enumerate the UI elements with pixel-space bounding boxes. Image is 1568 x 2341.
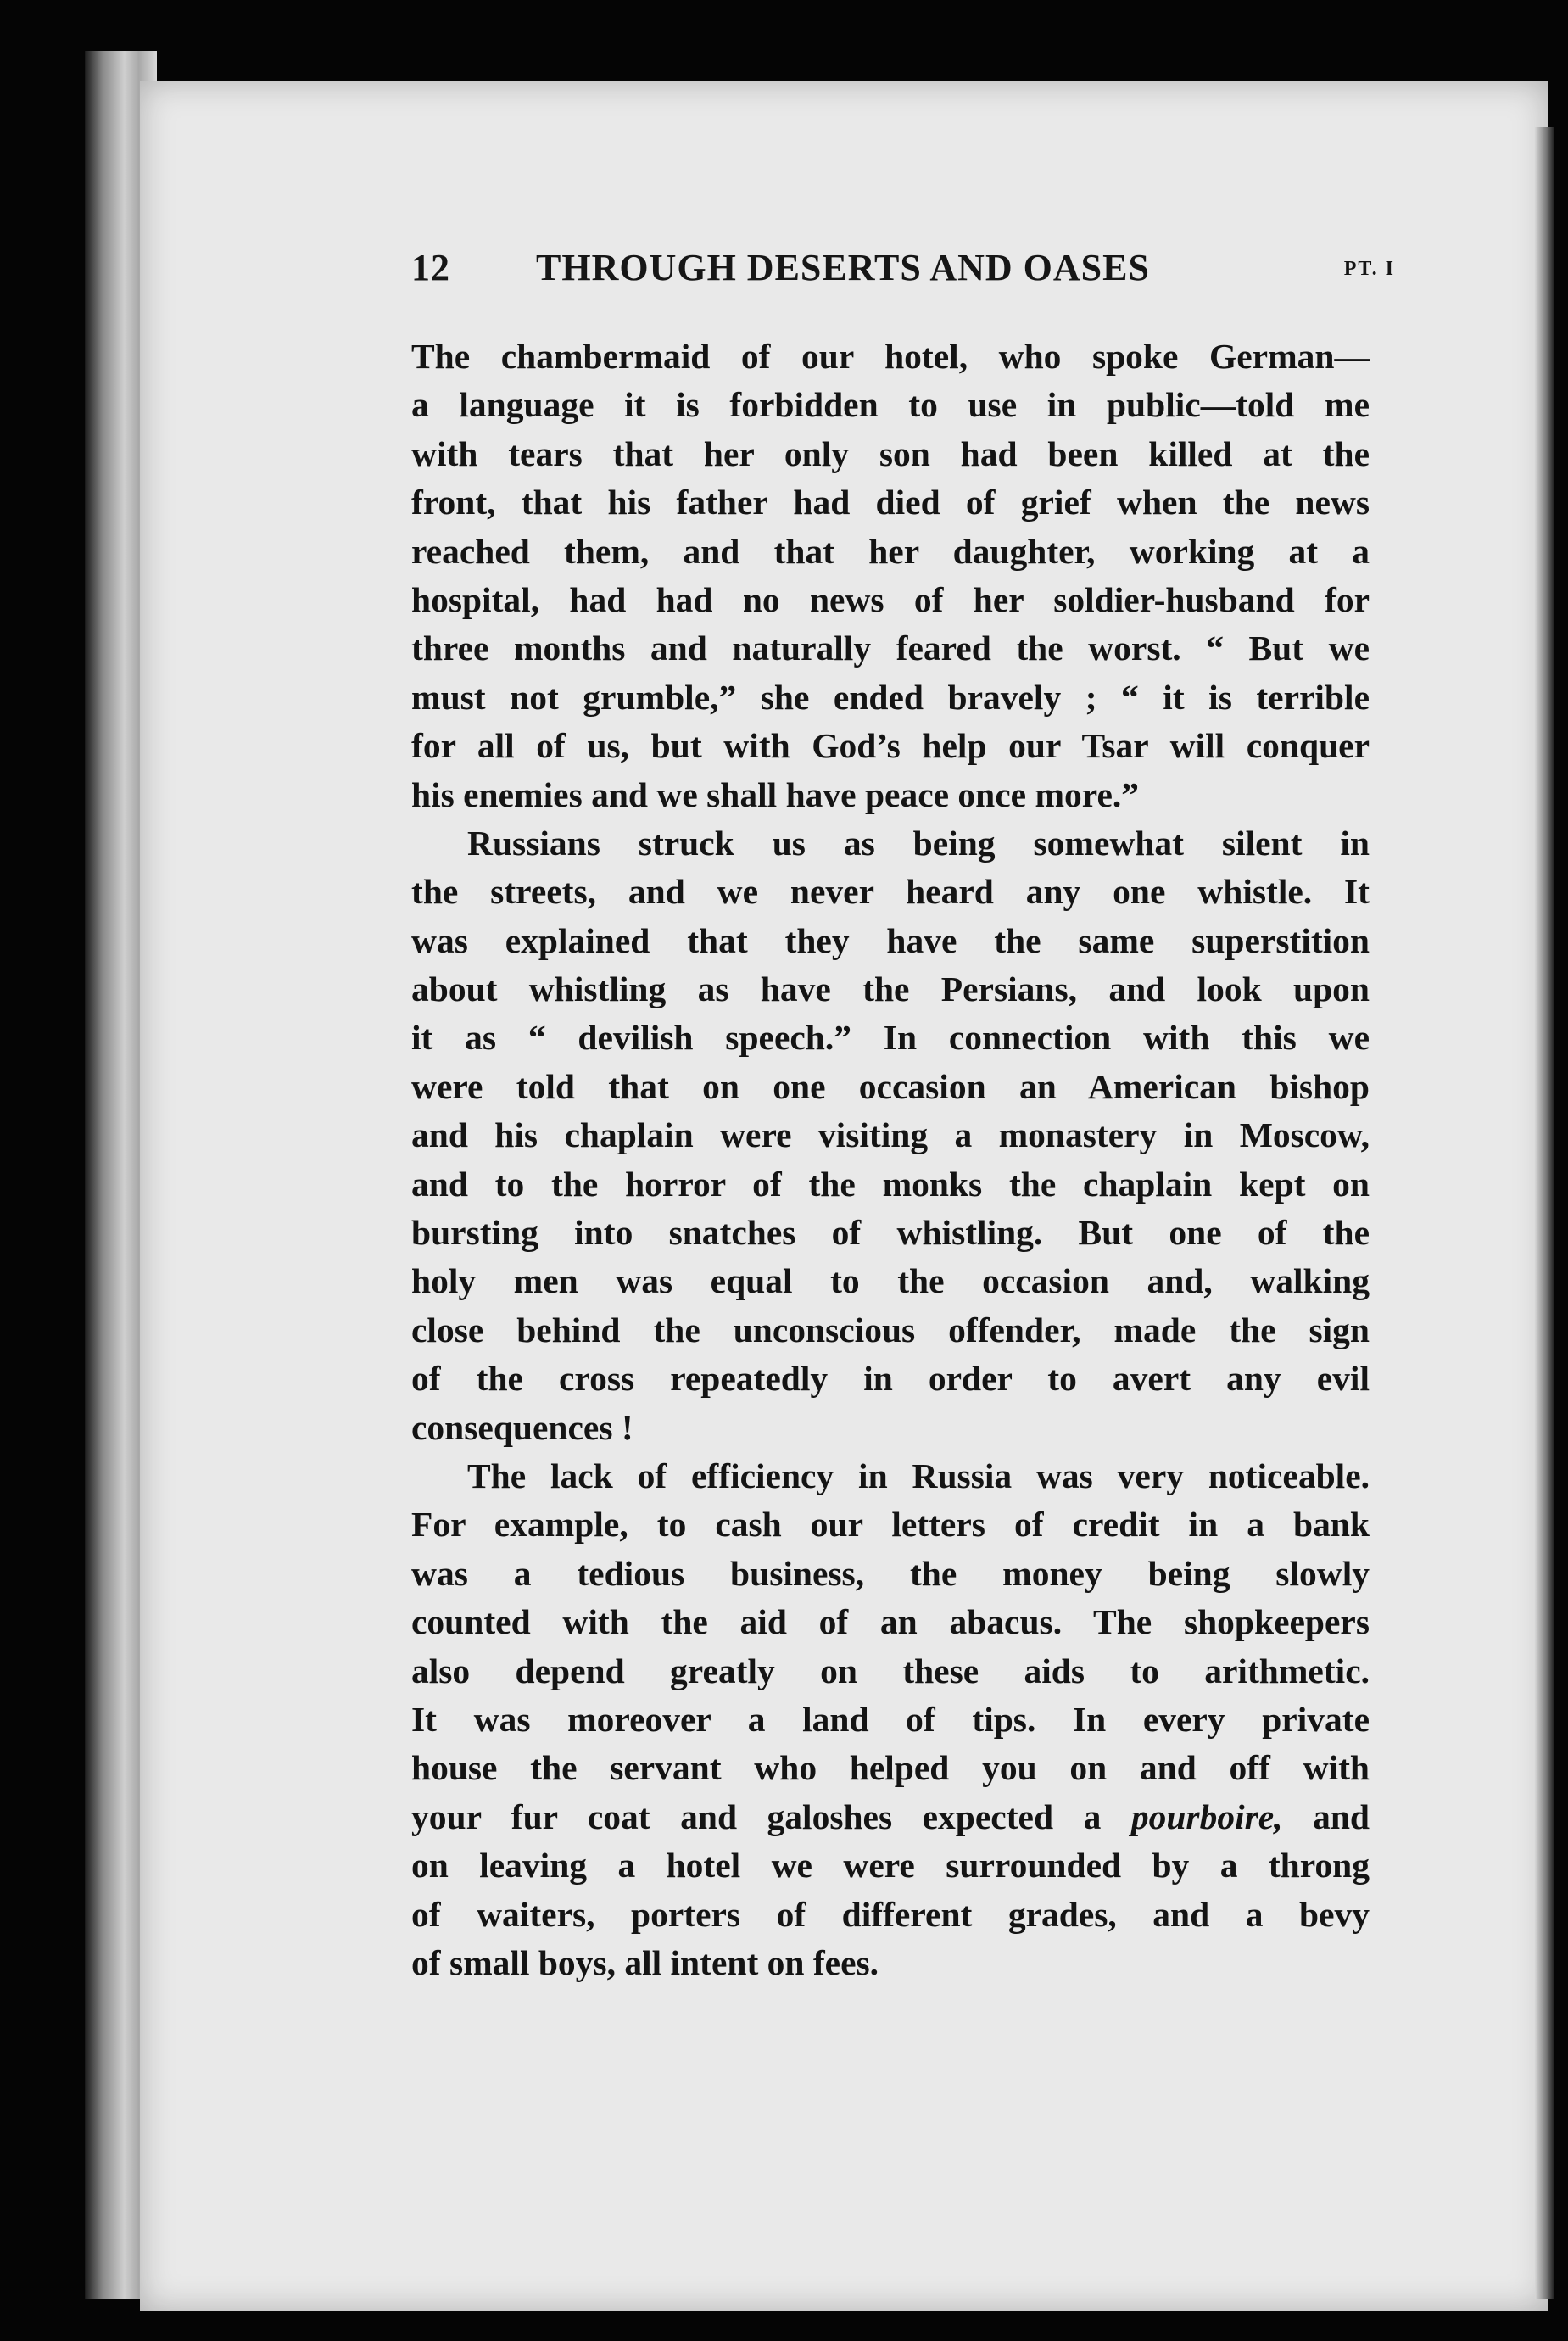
text-line: for all of us, but with God’s help our Tsar will conquer <box>411 726 1370 766</box>
text-line: house the servant who helped you on and off with <box>411 1748 1370 1788</box>
text-line: his enemies and we shall have peace once more.” <box>411 774 1139 814</box>
text-line: The chambermaid of our hotel, who spoke German— <box>411 337 1370 376</box>
text-line: counted with the aid of an abacus. The shopkeepers <box>411 1602 1370 1642</box>
text-line: were told that on one occasion an American bishop <box>411 1066 1370 1106</box>
text-line-with-italic <box>411 1793 1370 1841</box>
text-line: consequences ! <box>411 1407 633 1447</box>
text-line: the streets, and we never heard any one whistle. It <box>411 872 1370 912</box>
text-line: was explained that they have the same superstition <box>411 920 1370 960</box>
text-line: hospital, had had no news of her soldier-husband for <box>411 579 1370 619</box>
text-line: The lack of efficiency in Russia was very noticeable. <box>467 1455 1370 1495</box>
text-segment: and <box>1282 1796 1370 1836</box>
text-line: and to the horror of the monks the chaplain kept on <box>411 1164 1370 1204</box>
text-segment: your fur coat and galoshes expected a <box>411 1796 1131 1836</box>
text-line: bursting into snatches of whistling. But one of the <box>411 1213 1370 1253</box>
text-line: of the cross repeatedly in order to avert any evil <box>411 1359 1370 1399</box>
text-line: a language it is forbidden to use in public—told me <box>411 385 1370 425</box>
text-line: close behind the unconscious offender, made the sign <box>411 1310 1370 1349</box>
text-line: front, that his father had died of grief when the news <box>411 483 1370 522</box>
page-number: 12 <box>411 247 450 288</box>
text-line: of small boys, all intent on fees. <box>411 1942 879 1982</box>
running-title: THROUGH DESERTS AND OASES <box>536 247 1150 288</box>
text-line: of waiters, porters of different grades, and a bevy <box>411 1894 1370 1934</box>
italic-word: pourboire, <box>1130 1796 1283 1836</box>
text-line: three months and naturally feared the worst. “ But we <box>411 629 1370 668</box>
text-line: about whistling as have the Persians, and look upon <box>411 969 1370 1009</box>
text-line: It was moreover a land of tips. In every private <box>411 1699 1370 1739</box>
part-label: PT. I <box>1343 258 1395 280</box>
text-line: For example, to cash our letters of credit in a bank <box>411 1505 1370 1545</box>
text-line: and his chaplain were visiting a monastery in Moscow, <box>411 1115 1370 1155</box>
running-header <box>411 246 1395 297</box>
text-line: it as “ devilish speech.” In connection with this we <box>411 1018 1370 1058</box>
text-line: must not grumble,” she ended bravely ; “ it is terrible <box>411 677 1370 717</box>
text-line: reached them, and that her daughter, working at a <box>411 531 1370 571</box>
text-line: also depend greatly on these aids to arithmetic. <box>411 1651 1370 1690</box>
text-line: holy men was equal to the occasion and, walking <box>411 1261 1370 1301</box>
text-line: Russians struck us as being somewhat silent in <box>467 823 1370 863</box>
page-edge-shadow <box>1535 127 1554 2299</box>
text-line: was a tedious business, the money being slowly <box>411 1553 1370 1593</box>
body-text <box>411 332 1370 1987</box>
text-line: with tears that her only son had been killed at the <box>411 433 1370 473</box>
text-line: on leaving a hotel we were surrounded by a throng <box>411 1846 1370 1886</box>
